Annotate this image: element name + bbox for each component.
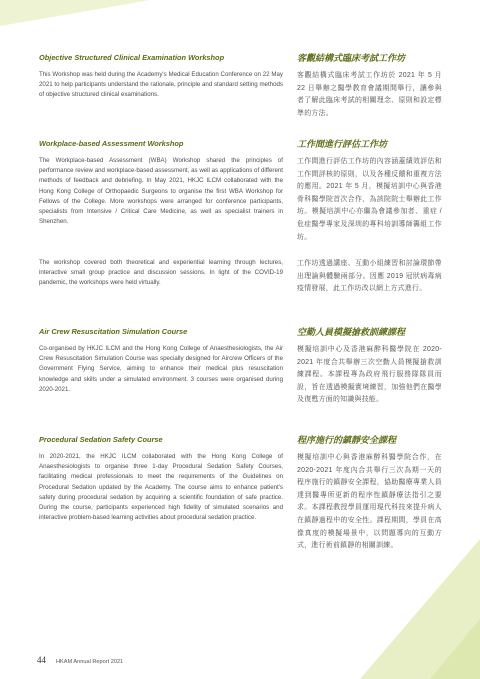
section-title-zh: 程序施行的鎮靜安全課程 [297, 435, 397, 445]
section-title-zh: 客觀結構式臨床考試工作坊 [297, 53, 406, 63]
page-number: 44 [37, 655, 46, 665]
aircrew-section-en [39, 327, 283, 395]
wba-section-en [39, 139, 283, 227]
section-title-zh: 工作間進行評估工作坊 [297, 139, 388, 149]
sedation-section-zh [297, 435, 442, 553]
section-title: Procedural Sedation Safety Course [39, 435, 163, 444]
section-paragraph: In 2020-2021, the HKJC ILCM collaborated with the Hong Kong College of Anaesthesiologists to organise three 1-day Procedural Sedation Safety Courses, facilitating medical professionals to meet the requirements of the Guidelines on Procedural Sedation updated by the Academy. The course aims to enhance patient's safety during procedural sedation by acquiring a scientific foundation of safe practice. During the course, participants experienced high fidelity of simulated scenarios and interactive problem-based learning activities about procedural sedation practice. [39, 453, 283, 522]
section-paragraph-zh: 模擬培訓中心及香港麻醉科醫學院在 2020-2021 年度合共舉辦三次空勤人員模擬搶救訓練課程。本課程專為政府飛行服務隊隊員而設，旨在透過模擬實境練習，加強他們在醫學及復甦方面的知識與技能。 [297, 346, 442, 404]
sedation-section-en [39, 435, 283, 523]
osce-section-en [39, 53, 283, 101]
report-name: HKAM Annual Report 2021 [56, 659, 124, 665]
section-paragraph: The workshop covered both theoretical and experiential learning through lectures, interactive small group practice and discussion sessions. In light of the COVID-19 pandemic, the workshops were held virtually. [39, 259, 283, 287]
section-title: Air Crew Resuscitation Simulation Course [39, 327, 188, 336]
aircrew-section-zh [297, 327, 442, 407]
wba-section-zh [297, 139, 442, 244]
section-paragraph: Co-organised by HKJC ILCM and the Hong Kong College of Anaesthesiologists, the Air Crew Resuscitation Simulation Course was specially designed for Aircrew Officers of the Government Flying Service, aiming to enhance their medical plus resuscitation knowledge and skills under a simulated environment. 3 courses were organised during 2020-2021. [39, 345, 283, 393]
osce-section-zh [297, 53, 442, 120]
section-title: Objective Structured Clinical Examination Workshop [39, 53, 225, 62]
section-title-zh: 空勤人員模擬搶救訓練課程 [297, 327, 406, 337]
top-decoration [0, 0, 150, 26]
bottom-decoration-accent [430, 619, 480, 679]
page-footer [37, 655, 123, 665]
section-paragraph-zh: 工作坊透過講座、互動小組練習和討論環節帶出理論與體驗兩部分。因應 2019 冠狀病毒病疫情發展，此工作坊改以網上方式進行。 [297, 260, 442, 293]
section-paragraph: This Workshop was held during the Academy's Medical Education Conference on 22 May 2021 to help participants understand the rationale, principle and standard setting methods of objective structured clinical examinations. [39, 71, 283, 99]
section-paragraph: The Workplace-based Assessment (WBA) Workshop shared the principles of performance review and workplace-based assessment, as well as applications of different methods of feedback and debriefing. In May 2021, HKJC ILCM collaborated with the Hong Kong College of Orthopaedic Surgeons to organise the first WBA Workshop for Fellows of the College. More workshops were arranged for conference participants, specialists from Intensive / Critical Care Medicine, as well as specialist trainers in Shenzhen. [39, 157, 283, 226]
wba-section-en-2 [39, 258, 283, 289]
section-title: Workplace-based Assessment Workshop [39, 139, 184, 148]
section-paragraph-zh: 工作間進行評估工作坊的內容涵蓋績效評估和工作間評核的原則，以及各種反饋和重複方法的應用。2021 年 5 月，模擬培訓中心與香港骨科醫學院首次合作，為該院院士舉辦此工作坊。模擬培訓中心亦繼為會議參加者、重症 / 危症醫學專家及深圳的專科培訓導師籌組工作坊。 [297, 158, 442, 241]
wba-section-zh-2 [297, 258, 442, 296]
section-paragraph-zh: 客觀結構式臨床考試工作坊於 2021 年 5 月 22 日舉辦之醫學教育會議期間舉行，讓參與者了解此臨床考試的相關理念、原則和設定標準的方法。 [297, 72, 442, 117]
section-paragraph-zh: 模擬培訓中心與香港麻醉科醫學院合作，在 2020-2021 年度內合共舉行三次為期一天的程序施行的鎮靜安全課程，協助醫療專業人員達到醫專所更新的程序性鎮靜療法指引之要求。本課程教授學員運用現代科技來提升病人在鎮靜過程中的安全性。課程期間，學員在高像真度的模擬場景中，以問題導向的互動方式，進行術前鎮靜的相關訓練。 [297, 454, 442, 550]
